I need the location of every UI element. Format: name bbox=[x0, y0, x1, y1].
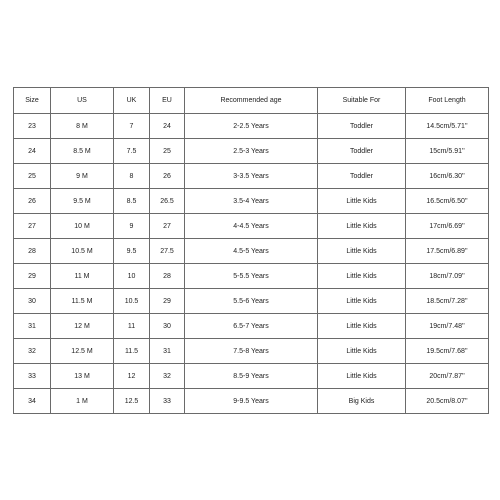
cell-suitable-for: Little Kids bbox=[318, 289, 406, 314]
cell-suitable-for: Big Kids bbox=[318, 389, 406, 414]
cell-us: 8 M bbox=[51, 114, 114, 139]
cell-size: 31 bbox=[14, 314, 51, 339]
cell-foot-length: 18.5cm/7.28'' bbox=[406, 289, 489, 314]
cell-recommended-age: 5.5-6 Years bbox=[185, 289, 318, 314]
header-us: US bbox=[51, 88, 114, 114]
cell-uk: 8 bbox=[114, 164, 150, 189]
cell-us: 11.5 M bbox=[51, 289, 114, 314]
table-row bbox=[14, 364, 489, 389]
cell-suitable-for: Little Kids bbox=[318, 189, 406, 214]
cell-size: 33 bbox=[14, 364, 51, 389]
table-row bbox=[14, 164, 489, 189]
cell-suitable-for: Little Kids bbox=[318, 339, 406, 364]
cell-us: 11 M bbox=[51, 264, 114, 289]
cell-recommended-age: 4.5-5 Years bbox=[185, 239, 318, 264]
table-row bbox=[14, 389, 489, 414]
cell-us: 12 M bbox=[51, 314, 114, 339]
cell-eu: 27 bbox=[150, 214, 185, 239]
cell-size: 25 bbox=[14, 164, 51, 189]
cell-us: 10.5 M bbox=[51, 239, 114, 264]
cell-uk: 10.5 bbox=[114, 289, 150, 314]
cell-recommended-age: 2-2.5 Years bbox=[185, 114, 318, 139]
table-row bbox=[14, 339, 489, 364]
cell-recommended-age: 4-4.5 Years bbox=[185, 214, 318, 239]
cell-us: 8.5 M bbox=[51, 139, 114, 164]
cell-eu: 26 bbox=[150, 164, 185, 189]
cell-us: 9.5 M bbox=[51, 189, 114, 214]
cell-suitable-for: Little Kids bbox=[318, 364, 406, 389]
cell-recommended-age: 8.5-9 Years bbox=[185, 364, 318, 389]
cell-uk: 9.5 bbox=[114, 239, 150, 264]
cell-recommended-age: 3-3.5 Years bbox=[185, 164, 318, 189]
cell-eu: 32 bbox=[150, 364, 185, 389]
cell-us: 9 M bbox=[51, 164, 114, 189]
cell-foot-length: 17.5cm/6.89'' bbox=[406, 239, 489, 264]
table-row bbox=[14, 314, 489, 339]
header-size: Size bbox=[14, 88, 51, 114]
header-suitable-for: Suitable For bbox=[318, 88, 406, 114]
cell-foot-length: 20cm/7.87'' bbox=[406, 364, 489, 389]
cell-foot-length: 14.5cm/5.71'' bbox=[406, 114, 489, 139]
cell-size: 23 bbox=[14, 114, 51, 139]
cell-suitable-for: Toddler bbox=[318, 139, 406, 164]
cell-suitable-for: Little Kids bbox=[318, 239, 406, 264]
cell-size: 34 bbox=[14, 389, 51, 414]
table-row bbox=[14, 139, 489, 164]
cell-us: 1 M bbox=[51, 389, 114, 414]
cell-us: 12.5 M bbox=[51, 339, 114, 364]
cell-recommended-age: 2.5-3 Years bbox=[185, 139, 318, 164]
cell-suitable-for: Little Kids bbox=[318, 314, 406, 339]
cell-us: 13 M bbox=[51, 364, 114, 389]
table-row bbox=[14, 189, 489, 214]
cell-recommended-age: 9-9.5 Years bbox=[185, 389, 318, 414]
cell-eu: 31 bbox=[150, 339, 185, 364]
cell-eu: 27.5 bbox=[150, 239, 185, 264]
header-uk: UK bbox=[114, 88, 150, 114]
cell-uk: 12 bbox=[114, 364, 150, 389]
size-chart-table bbox=[13, 87, 489, 414]
header-recommended-age: Recommended age bbox=[185, 88, 318, 114]
cell-uk: 8.5 bbox=[114, 189, 150, 214]
header-eu: EU bbox=[150, 88, 185, 114]
cell-us: 10 M bbox=[51, 214, 114, 239]
cell-eu: 28 bbox=[150, 264, 185, 289]
cell-size: 29 bbox=[14, 264, 51, 289]
cell-size: 27 bbox=[14, 214, 51, 239]
cell-recommended-age: 7.5-8 Years bbox=[185, 339, 318, 364]
cell-foot-length: 16cm/6.30'' bbox=[406, 164, 489, 189]
cell-foot-length: 17cm/6.69'' bbox=[406, 214, 489, 239]
cell-size: 30 bbox=[14, 289, 51, 314]
cell-recommended-age: 6.5-7 Years bbox=[185, 314, 318, 339]
cell-recommended-age: 3.5-4 Years bbox=[185, 189, 318, 214]
cell-eu: 33 bbox=[150, 389, 185, 414]
cell-uk: 7 bbox=[114, 114, 150, 139]
cell-eu: 25 bbox=[150, 139, 185, 164]
cell-uk: 9 bbox=[114, 214, 150, 239]
cell-recommended-age: 5-5.5 Years bbox=[185, 264, 318, 289]
cell-foot-length: 18cm/7.09'' bbox=[406, 264, 489, 289]
cell-size: 32 bbox=[14, 339, 51, 364]
cell-eu: 29 bbox=[150, 289, 185, 314]
cell-size: 28 bbox=[14, 239, 51, 264]
cell-suitable-for: Little Kids bbox=[318, 214, 406, 239]
header-foot-length: Foot Length bbox=[406, 88, 489, 114]
cell-foot-length: 15cm/5.91'' bbox=[406, 139, 489, 164]
table-row bbox=[14, 239, 489, 264]
cell-suitable-for: Toddler bbox=[318, 114, 406, 139]
cell-size: 24 bbox=[14, 139, 51, 164]
cell-eu: 26.5 bbox=[150, 189, 185, 214]
cell-uk: 12.5 bbox=[114, 389, 150, 414]
cell-uk: 11 bbox=[114, 314, 150, 339]
cell-uk: 10 bbox=[114, 264, 150, 289]
table-row bbox=[14, 114, 489, 139]
cell-uk: 11.5 bbox=[114, 339, 150, 364]
cell-eu: 24 bbox=[150, 114, 185, 139]
cell-foot-length: 19.5cm/7.68'' bbox=[406, 339, 489, 364]
table-row bbox=[14, 289, 489, 314]
cell-uk: 7.5 bbox=[114, 139, 150, 164]
cell-eu: 30 bbox=[150, 314, 185, 339]
header-row bbox=[14, 88, 489, 114]
cell-foot-length: 16.5cm/6.50'' bbox=[406, 189, 489, 214]
table-row bbox=[14, 214, 489, 239]
size-chart-body bbox=[14, 114, 489, 414]
cell-foot-length: 19cm/7.48'' bbox=[406, 314, 489, 339]
cell-foot-length: 20.5cm/8.07'' bbox=[406, 389, 489, 414]
cell-suitable-for: Little Kids bbox=[318, 264, 406, 289]
table-row bbox=[14, 264, 489, 289]
cell-size: 26 bbox=[14, 189, 51, 214]
cell-suitable-for: Toddler bbox=[318, 164, 406, 189]
